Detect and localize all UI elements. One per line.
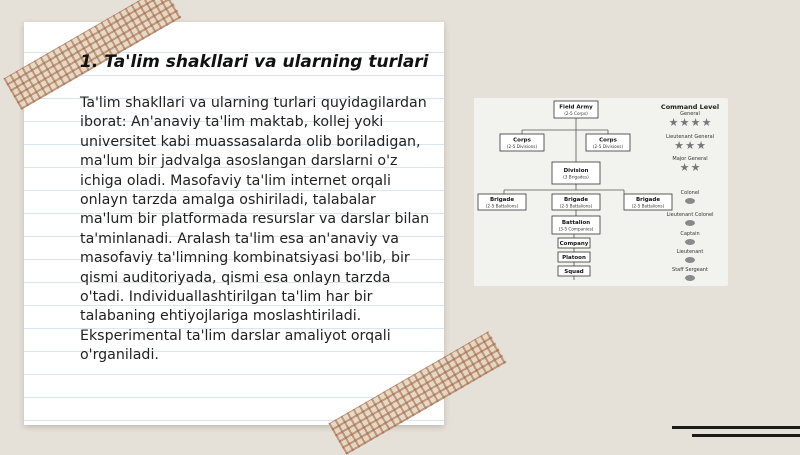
org-box-subtitle: (2-5 Divisions) [592,144,624,149]
star-icon: ★ [696,139,706,152]
army-org-chart-image [474,98,728,286]
org-box-title: Company [559,241,589,247]
insignia-icon [685,275,695,281]
org-box-title: Squad [564,269,584,275]
org-box-title: Division [563,168,589,174]
org-box [478,194,526,210]
star-icon: ★ [679,116,690,129]
org-box-title: Corps [513,137,531,144]
rank-label: Colonel [680,190,700,196]
insignia-icon [685,257,695,263]
rank-item [666,134,714,152]
org-box [558,252,590,262]
rank-label: Captain [680,231,700,237]
decorative-line [692,434,800,437]
org-box [552,194,600,210]
rank-label: General [680,111,700,117]
star-icon: ★ [690,161,701,174]
rank-item [669,111,712,129]
rank-item [672,156,707,174]
star-icon: ★ [701,116,712,129]
rank-label: Lieutenant Colonel [666,212,714,218]
org-box [586,134,630,151]
org-box-title: Brigade [563,197,589,203]
rank-item [666,212,713,226]
star-icon: ★ [690,116,701,129]
slide-title: 1. Ta'lim shakllari va ularning turlari [80,52,429,72]
star-icon: ★ [674,139,684,152]
decorative-line [672,426,800,429]
org-box [554,101,598,118]
command-level-heading: Command Level [660,103,720,111]
star-icon: ★ [679,161,690,174]
org-box [558,238,590,248]
org-box-subtitle: (3-5 Companies) [558,226,594,232]
org-box-title: Brigade [635,197,661,203]
org-box [558,266,590,276]
org-box [552,162,600,184]
org-box-title: Platoon [562,255,586,261]
org-box-title: Field Army [559,104,593,111]
org-box [624,194,672,210]
slide-body-text: Ta'lim shakllari va ularning turlari quyidagilardan iborat: An'anaviy ta'lim maktab, kollej yoki universitet kabi muassasalarda olib boriladigan, ma'lum bir jadvalga asoslangan darslarni o'z ichiga oladi. Masofaviy ta'lim internet orqali onlayn tarzda amalga oshiriladi, talabalar ma'lum bir platformada resurslar va darslar bilan ta'minlanadi. Aralash ta'lim esa an'anaviy va masofaviy ta'limning kombinatsiyasi bo'lib, bir qismi auditoriyada, qismi esa onlayn tarzda o'tadi. Individuallashtirilgan ta'lim har bir talabaning ehtiyojlariga moslashtiriladi. Eksperimental ta'lim darslar amaliyot orqali o'rganiladi. [80,95,430,364]
rank-item [680,231,699,245]
insignia-icon [685,239,695,245]
rank-item [681,190,700,204]
org-box-title: Brigade [489,197,515,203]
org-box-subtitle: (2-5 Divisions) [506,144,538,149]
org-box-subtitle: (2-5 Battalions) [485,203,519,209]
insignia-icon [685,220,695,226]
org-box [552,216,600,234]
rank-list [666,111,714,281]
insignia-icon [685,198,695,204]
rank-item [672,267,708,281]
rank-label: Major General [672,156,708,162]
rank-label: Lieutenant [676,249,704,255]
org-box-title: Corps [599,137,617,144]
rank-label: Staff Sergeant [672,267,708,273]
org-boxes [478,101,672,276]
star-icon: ★ [668,116,679,129]
org-box-title: Battalion [561,220,591,226]
star-icon: ★ [685,139,695,152]
org-box-subtitle: (2-5 Battalions) [631,203,665,209]
org-box-subtitle: (3 Brigades) [563,174,589,180]
org-box [500,134,544,151]
org-box-subtitle: (2-5 Battalions) [559,203,593,209]
rank-label: Lieutenant General [665,134,715,140]
org-box-subtitle: (2-5 Corps) [564,111,588,116]
rank-item [677,249,704,263]
